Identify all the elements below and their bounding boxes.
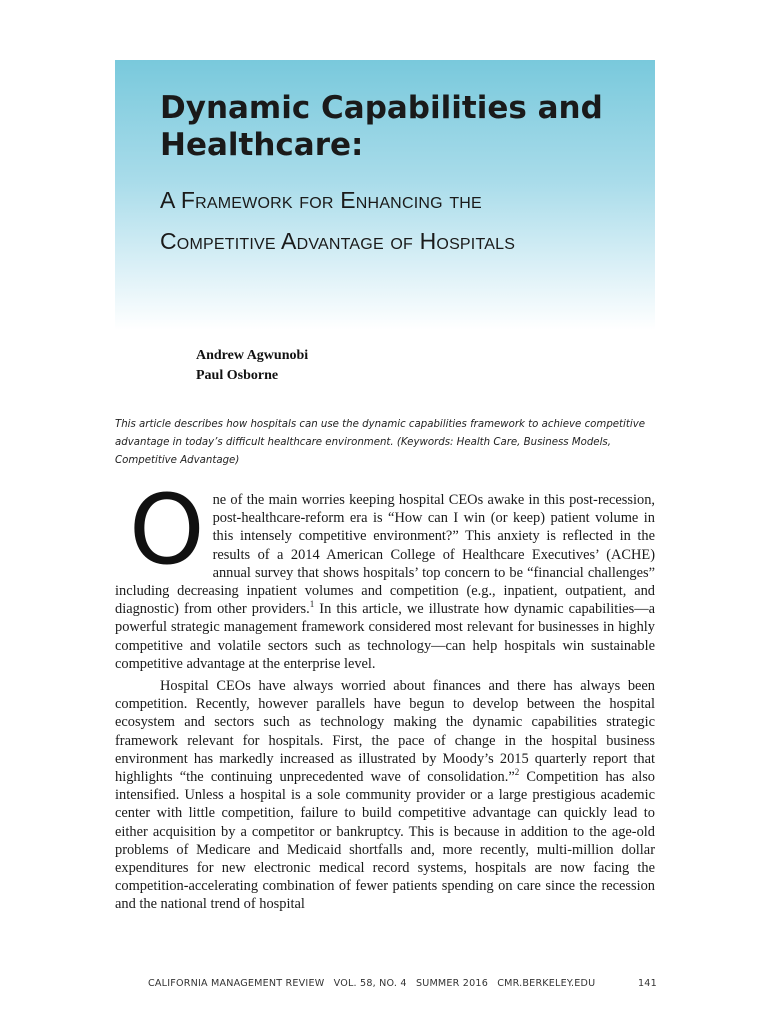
issue-info: SUMMER 2016 (415, 978, 488, 989)
paragraph-text: ne of the main worries keeping hospital CEOs awake in this post-recession, post-healthcare-reform era is “How can I win (or keep) patient volume in this intensely competitive environment?” This anxiety is reflected in the results of a 2014 American College of Healthcare Executives’ (ACHE) annual survey that shows hospitals’ top concern to be “financial challenges” including decreasing inpatient volumes and competition (e.g., inpatient, outpatient, and diagnostic) from other providers. (115, 492, 655, 618)
subtitle-line-1: A Framework for Enhancing the (160, 187, 482, 213)
journal-name: CALIFORNIA MANAGEMENT REVIEW (148, 978, 325, 989)
journal-website: CMR.BERKELEY.EDU (497, 978, 596, 989)
author-list (196, 346, 308, 386)
article-title: Dynamic Capabilities and Healthcare: (160, 90, 603, 163)
footnote-ref: 2 (514, 767, 520, 778)
footnote-ref: 1 (309, 599, 315, 610)
author-name: Paul Osborne (196, 368, 279, 383)
paragraph-text: In this article, we illustrate how dynamic capabilities—a powerful strategic management framework considered most relevant for businesses in highly competitive and volatile sectors such as technology—can help hospitals win sustainable competitive advantage at the enterprise level. (115, 601, 655, 672)
paragraph (115, 474, 655, 673)
page-number: 141 (638, 978, 657, 989)
article-subtitle (160, 180, 640, 262)
paragraph-text: Hospital CEOs have always worried about finances and there has always been competition. Recently, however parallels have begun to develop between the hospital ecosystem and sectors such as technology making the dynamic capabilities strategic framework relevant for hospitals. First, the pace of change in the hospital business environment has markedly increased as illustrated by Moody’s 2015 quarterly report that highlights “the continuing unprecedented wave of consolidation.” (115, 678, 655, 786)
page-footer (148, 978, 658, 989)
abstract: This article describes how hospitals can use the dynamic capabilities framework to achieve competitive advantage in today’s difficult healthcare environment. (Keywords: Health Care, Business Models, Competitive Advantage) (115, 419, 646, 466)
author-name: Andrew Agwunobi (196, 348, 309, 363)
paragraph-text: Competition has also intensified. Unless a hospital is a sole community provider or a large prestigious academic center with little competition, failure to build competitive advantage can quickly lead to either acquisition by a competitor or bankruptcy. This is because in addition to the age-old problems of Medicare and Medicaid shortfalls and, more recently, multi-million dollar expenditures for new electronic medical record systems, hospitals are now facing the competition-accelerating combination of fewer patients spending on care since the recession and the national trend of hospital (115, 769, 655, 913)
article-body (115, 474, 655, 914)
volume-info: VOL. 58, NO. 4 (333, 978, 407, 989)
subtitle-line-2: Competitive Advantage of Hospitals (160, 228, 516, 254)
drop-cap: O (129, 474, 205, 586)
paragraph (115, 677, 655, 914)
